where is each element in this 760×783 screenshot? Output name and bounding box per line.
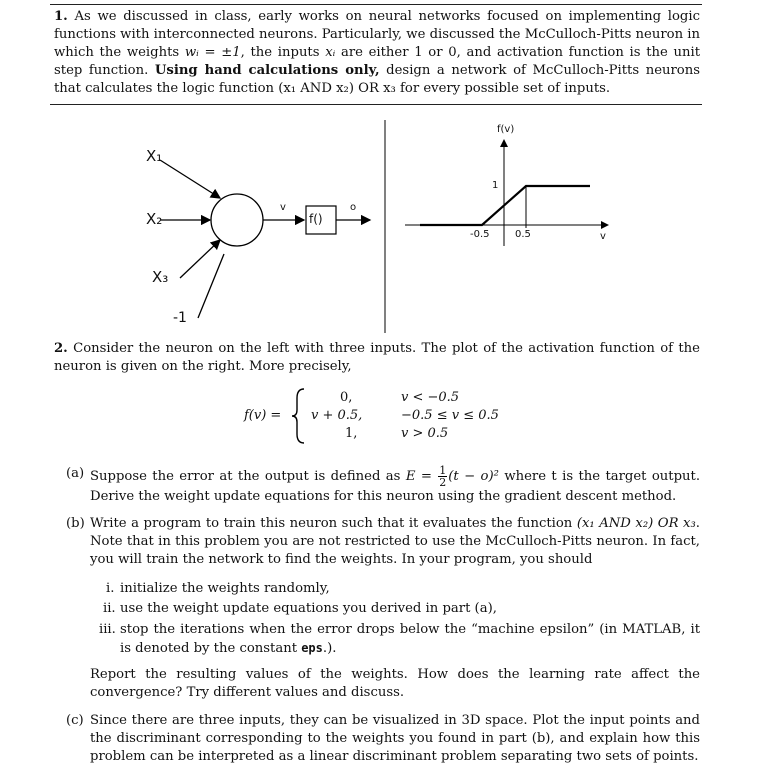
- case-3-cond: v > 0.5: [401, 426, 449, 441]
- q2-number: 2.: [54, 341, 68, 356]
- figure-neuron-activation: [120, 118, 640, 338]
- plot-tick-pos: 0.5: [515, 229, 531, 240]
- part-b-item-3: stop the iterations when the error drops below the “machine epsilon” (in MATLAB, it is denoted by the constant eps.).: [120, 622, 700, 656]
- x3-line: [198, 254, 224, 318]
- question-2: 2. Consider the neuron on the left with three inputs. The plot of the activation function of the neuron is given on the right. More precisely,: [54, 341, 700, 374]
- part-b-item-1: initialize the weights randomly,: [120, 581, 330, 596]
- part-a-label: (a): [66, 466, 85, 481]
- q1-number: 1.: [54, 9, 68, 24]
- part-b-label: (b): [66, 516, 85, 531]
- x1-arrow: [160, 160, 220, 198]
- o-label: o: [350, 202, 357, 213]
- piecewise-brace: [292, 388, 306, 444]
- top-rule: [50, 4, 702, 5]
- x2-label: X₂: [146, 210, 163, 228]
- plot-ylabel: f(v): [497, 124, 515, 135]
- f-definition: f(v) =: [244, 408, 282, 423]
- v-label: v: [280, 202, 286, 213]
- case-1-value: 0,: [340, 390, 353, 405]
- part-b-item-3-n: iii.: [99, 622, 116, 637]
- case-2-cond: −0.5 ≤ v ≤ 0.5: [401, 408, 499, 423]
- case-3-value: 1,: [345, 426, 358, 441]
- part-b-report: Report the resulting values of the weights. How does the learning rate affect the convergence? Try different values and discuss.: [90, 667, 700, 700]
- part-a: Suppose the error at the output is defined as E = $\frac{1}{2}$ (t − o)² where t is the target output. Derive the weight update equations for this neuron using the gradient descent method.: [90, 464, 701, 504]
- part-b-item-1-n: i.: [106, 581, 115, 596]
- plot-xlabel: v: [600, 231, 606, 242]
- x3-arrow: [180, 240, 220, 278]
- minus1-label: -1: [173, 310, 187, 326]
- case-2-value: v + 0.5,: [311, 408, 363, 423]
- activation-curve: [420, 186, 590, 225]
- part-b: Write a program to train this neuron such that it evaluates the function (x₁ AND x₂) OR x₃. Note that in this problem you are not restricted to use the McCulloch-Pitts neuron. In fact, you will train the network to find the weights. In your program, you should: [90, 516, 700, 567]
- x3-label: X₃: [152, 268, 169, 286]
- q1-bold: Using hand calculations only,: [154, 63, 380, 78]
- x1-label: X₁: [146, 147, 163, 165]
- part-c-label: (c): [66, 713, 84, 728]
- part-c: Since there are three inputs, they can be visualized in 3D space. Plot the input points and the discriminant corresponding to the weights you found in part (b), and explain how this problem can be interpreted as a linear discriminant problem separating two sets of points.: [90, 713, 700, 764]
- case-1-cond: v < −0.5: [401, 390, 460, 405]
- f-label: f(): [309, 212, 323, 226]
- q1-rule: [50, 104, 702, 105]
- part-b-item-2-n: ii.: [103, 601, 116, 616]
- neuron-circle: [211, 194, 263, 246]
- plot-one: 1: [492, 180, 499, 191]
- part-b-item-2: use the weight update equations you derived in part (a),: [120, 601, 497, 616]
- fraction: $\frac{1}{2}$: [439, 464, 447, 489]
- question-1: 1. As we discussed in class, early works on neural networks focused on implementing logic functions with interconnected neurons. Particularly, we discussed the McCulloch-Pitts neuron in which the weights wᵢ = ±1, the inputs xᵢ are either 1 or 0, and activation function is the unit step function. Using hand calculations only, design a network of McCulloch-Pitts neurons that calculates the logic function (x₁ AND x₂) OR x₃ for every possible set of inputs.: [54, 9, 701, 96]
- eps-code: eps: [301, 641, 323, 655]
- plot-tick-neg: -0.5: [470, 229, 490, 240]
